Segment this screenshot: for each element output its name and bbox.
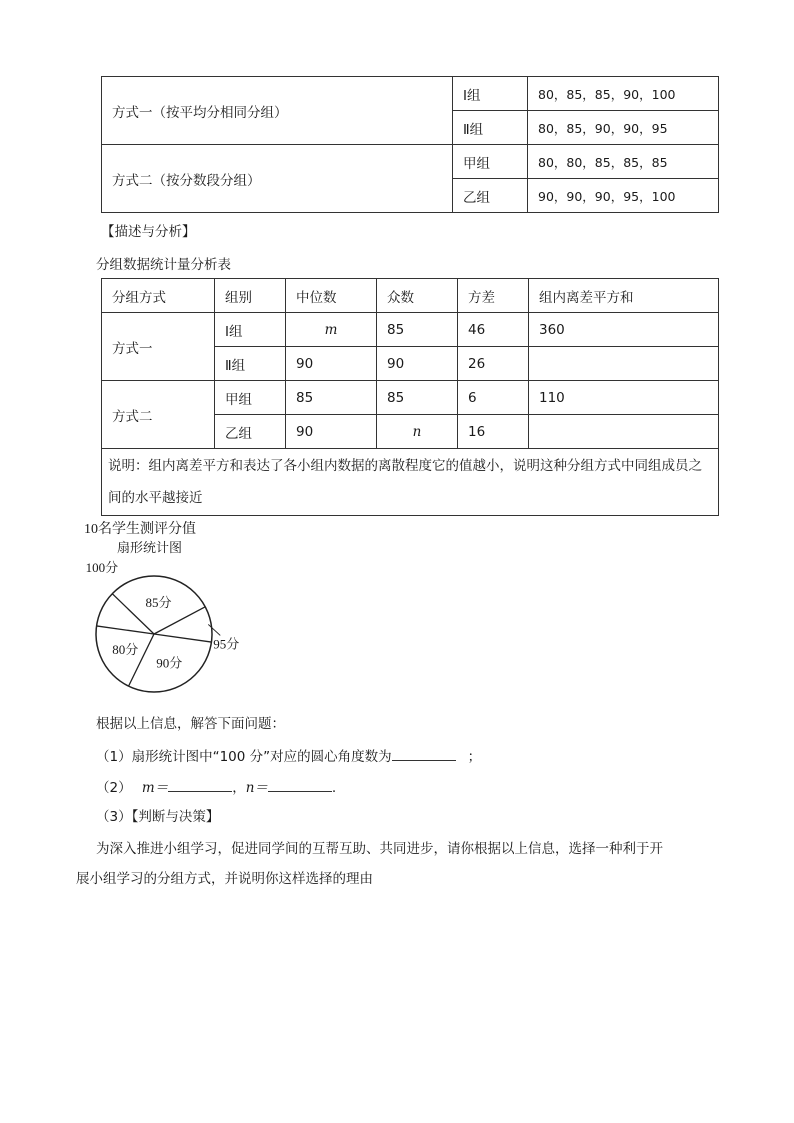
pie-slice-3 <box>154 634 211 642</box>
mode-cell: 85 <box>377 381 458 415</box>
group-cell: Ⅰ组 <box>453 77 528 111</box>
m-blank <box>168 777 232 792</box>
header-cell: 方差 <box>458 279 529 313</box>
method-cell: 方式二 <box>102 381 215 449</box>
header-cell: 中位数 <box>286 279 377 313</box>
scores-cell: 80，85，90，90，95 <box>528 111 719 145</box>
table-row <box>102 313 719 347</box>
group-cell: 乙组 <box>453 179 528 213</box>
group-cell: 甲组 <box>453 145 528 179</box>
method-cell: 方式二（按分数段分组） <box>102 145 453 213</box>
table-row <box>102 145 719 179</box>
question-2-end: . <box>331 780 337 796</box>
question-3-heading: （3）【判断与决策】 <box>96 809 220 825</box>
pie-label-4: 80分 <box>112 642 139 658</box>
n-label: n＝ <box>245 780 268 796</box>
median-cell: m <box>286 313 377 347</box>
question-2-comma: ， <box>232 780 246 796</box>
question-2 <box>96 776 336 796</box>
variance-cell: 26 <box>458 347 529 381</box>
header-cell: 组内离差平方和 <box>529 279 719 313</box>
question-1 <box>96 745 481 765</box>
pie-label-2: 95分 <box>213 636 240 652</box>
scores-cell: 90，90，90，95，100 <box>528 179 719 213</box>
answer-blank <box>392 746 456 761</box>
scores-cell: 80，80，85，85，85 <box>528 145 719 179</box>
method-cell: 方式一（按平均分相同分组） <box>102 77 453 145</box>
header-cell: 组别 <box>215 279 286 313</box>
m-label: m＝ <box>141 780 169 796</box>
question-3-body-line2: 展小组学习的分组方式，并说明你这样选择的理由 <box>76 871 373 887</box>
ss-cell <box>529 415 719 449</box>
table-note: 说明：组内离差平方和表达了各小组内数据的离散程度它的值越小，说明这种分组方式中同组成员之间的水平越接近 <box>102 449 719 516</box>
variance-cell: 6 <box>458 381 529 415</box>
chart-title: 10名学生测评分值 <box>84 522 196 537</box>
table-row <box>102 449 719 516</box>
question-3-body-line1: 为深入推进小组学习，促进同学间的互帮互助、共同进步，请你根据以上信息，选择一种利于开 <box>96 841 663 857</box>
variance-cell: 16 <box>458 415 529 449</box>
questions-intro: 根据以上信息，解答下面问题： <box>96 716 285 732</box>
statistics-table <box>101 278 719 516</box>
group-cell: 乙组 <box>215 415 286 449</box>
chart-subtitle: 扇形统计图 <box>117 540 183 555</box>
median-cell: 90 <box>286 415 377 449</box>
question-2-label: （2） <box>96 780 132 796</box>
ss-cell: 110 <box>529 381 719 415</box>
n-blank <box>268 777 332 792</box>
mode-cell: 85 <box>377 313 458 347</box>
median-cell: 90 <box>286 347 377 381</box>
pie-label-0: 100分 <box>85 560 119 575</box>
scores-cell: 80，85，85，90，100 <box>528 77 719 111</box>
table-row <box>102 381 719 415</box>
variance-cell: 46 <box>458 313 529 347</box>
pie-slice-2 <box>154 607 205 634</box>
pie-label-1: 85分 <box>145 594 172 610</box>
table-caption: 分组数据统计量分析表 <box>96 257 231 273</box>
pie-leader-2 <box>208 624 220 635</box>
header-cell: 分组方式 <box>102 279 215 313</box>
table-header-row <box>102 279 719 313</box>
group-cell: Ⅰ组 <box>215 313 286 347</box>
ss-cell: 360 <box>529 313 719 347</box>
mode-cell: n <box>377 415 458 449</box>
mode-cell: 90 <box>377 347 458 381</box>
pie-chart <box>80 516 240 706</box>
grouping-methods-table <box>101 76 719 213</box>
group-cell: 甲组 <box>215 381 286 415</box>
question-1-text: （1）扇形统计图中“100 分”对应的圆心角度数为 <box>96 749 392 765</box>
pie-slice-0 <box>97 626 154 634</box>
pie-slices <box>96 576 212 692</box>
section-heading: 【描述与分析】 <box>101 224 196 240</box>
median-cell: 85 <box>286 381 377 415</box>
method-cell: 方式一 <box>102 313 215 381</box>
group-cell: Ⅱ组 <box>453 111 528 145</box>
ss-cell <box>529 347 719 381</box>
header-cell: 众数 <box>377 279 458 313</box>
table-row <box>102 77 719 111</box>
question-1-end: ； <box>467 749 482 765</box>
group-cell: Ⅱ组 <box>215 347 286 381</box>
pie-label-3: 90分 <box>156 655 183 671</box>
